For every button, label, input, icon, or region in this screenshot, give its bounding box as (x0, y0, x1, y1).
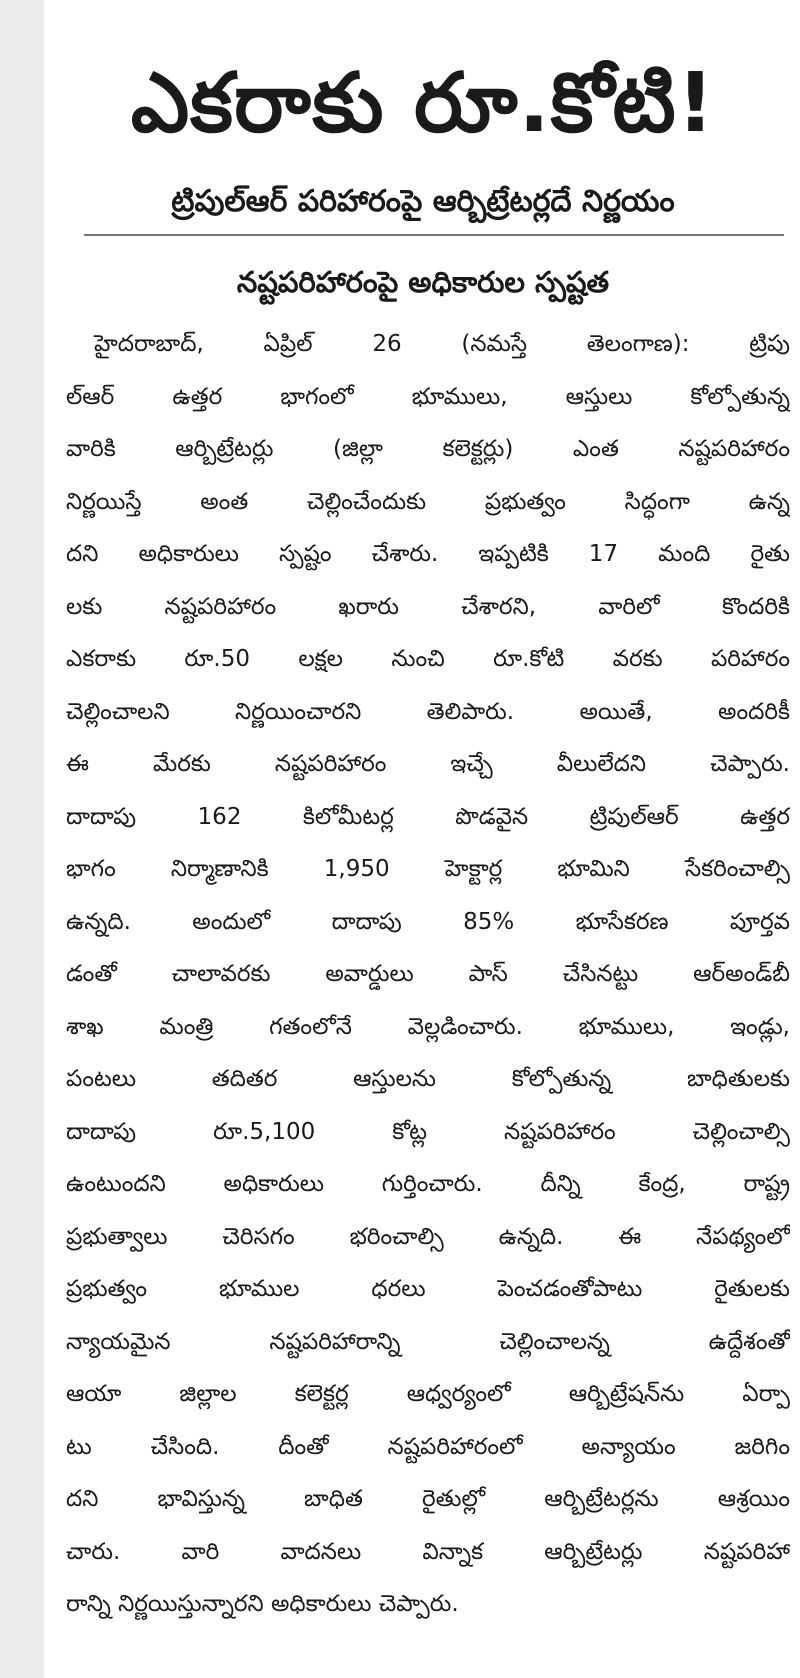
body-line: లకు నష్టపరిహారం ఖరారు చేశారని, వారిలో కొందరికి (66, 593, 790, 620)
page-margin-strip (0, 0, 44, 1678)
body-line: వారికి ఆర్బిట్రేటర్లు (జిల్లా కలెక్టర్లు) ఎంత నష్టపరిహారం (66, 436, 790, 462)
body-line: ఉన్నది. అందులో దాదాపు 85% భూసేకరణ పూర్తవ (66, 908, 790, 935)
body-line: ప్రభుత్వాలు చెరిసగం భరించాల్సి ఉన్నది. ఈ నేపథ్యంలో (66, 1223, 790, 1250)
body-line: డంతో చాలావరకు అవార్డులు పాస్‌ చేసినట్టు ఆర్‌అండ్‌బీ (66, 961, 790, 987)
body-line: హైదరాబాద్‌, ఏప్రిల్‌ 26 (నమస్తే తెలంగాణ): ట్రిపు (94, 331, 790, 357)
body-line: శాఖ మంత్రి గతంలోనే వెల్లడించారు. భూములు, ఇండ్లు, (66, 1013, 790, 1040)
body-line: ఆయా జిల్లాల కలెక్టర్ల ఆధ్వర్యంలో ఆర్బిట్రేషన్‌ను ఏర్పా (66, 1381, 790, 1407)
article-body (56, 318, 790, 1631)
body-line: ఉంటుందని అధికారులు గుర్తించారు. దీన్ని కేంద్ర, రాష్ట్ర (66, 1171, 790, 1197)
body-line: రాన్ని నిర్ణయిస్తున్నారని అధికారులు చెప్పారు. (66, 1591, 459, 1617)
body-line: చారు. వారి వాదనలు విన్నాక ఆర్బిట్రేటర్లు నష్టపరిహా (66, 1538, 790, 1565)
body-line: దాదాపు 162 కిలోమీటర్ల పొడవైన ట్రిపుల్‌ఆర్‌ ఉత్తర (66, 803, 790, 830)
body-line: దని భావిస్తున్న బాధిత రైతుల్లో ఆర్బిట్రేటర్లను ఆశ్రయిం (66, 1486, 790, 1512)
body-line: న్యాయమైన నష్టపరిహారాన్ని చెల్లించాలన్న ఉద్దేశంతో (66, 1328, 790, 1355)
body-line: ల్‌ఆర్‌ ఉత్తర భాగంలో భూములు, ఆస్తులు కోల్పోతున్న (66, 383, 790, 410)
body-line: చెల్లించాలని నిర్ణయించారని తెలిపారు. అయితే, అందరికీ (66, 698, 790, 725)
body-line: టు చేసింది. దీంతో నష్టపరిహారంలో అన్యాయం జరిగిం (66, 1433, 790, 1460)
body-line: దని అధికారులు స్పష్టం చేశారు. ఇప్పటికి 17 మంది రైతు (66, 541, 790, 567)
subheadline: ట్రిపుల్‌ఆర్‌ పరిహారంపై ఆర్బిట్రేటర్లదే నిర్ణయం (171, 184, 675, 219)
body-line: నిర్ణయిస్తే అంత చెల్లించేందుకు ప్రభుత్వం సిద్ధంగా ఉన్న (66, 488, 790, 515)
body-line: భాగం నిర్మాణానికి 1,950 హెక్టార్ల భూమిని సేకరించాల్సి (66, 856, 790, 882)
body-line: ఎకరాకు రూ.50 లక్షల నుంచి రూ.కోటి వరకు పరిహారం (66, 646, 790, 672)
headline: ఎకరాకు రూ.కోటి! (130, 56, 716, 151)
body-line: దాదాపు రూ.5,100 కోట్ల నష్టపరిహారం చెల్లించాల్సి (66, 1118, 790, 1145)
body-line: ఈ మేరకు నష్టపరిహారం ఇచ్చే వీలులేదని చెప్పారు. (66, 751, 790, 777)
body-line: పంటలు తదితర ఆస్తులను కోల్పోతున్న బాధితులకు (66, 1066, 790, 1092)
body-line: ప్రభుత్వం భూముల ధరలు పెంచడంతోపాటు రైతులకు (66, 1276, 790, 1302)
divider (84, 234, 784, 236)
news-article (56, 0, 790, 1678)
kicker: నష్టపరిహారంపై అధికారుల స్పష్టత (236, 265, 610, 299)
